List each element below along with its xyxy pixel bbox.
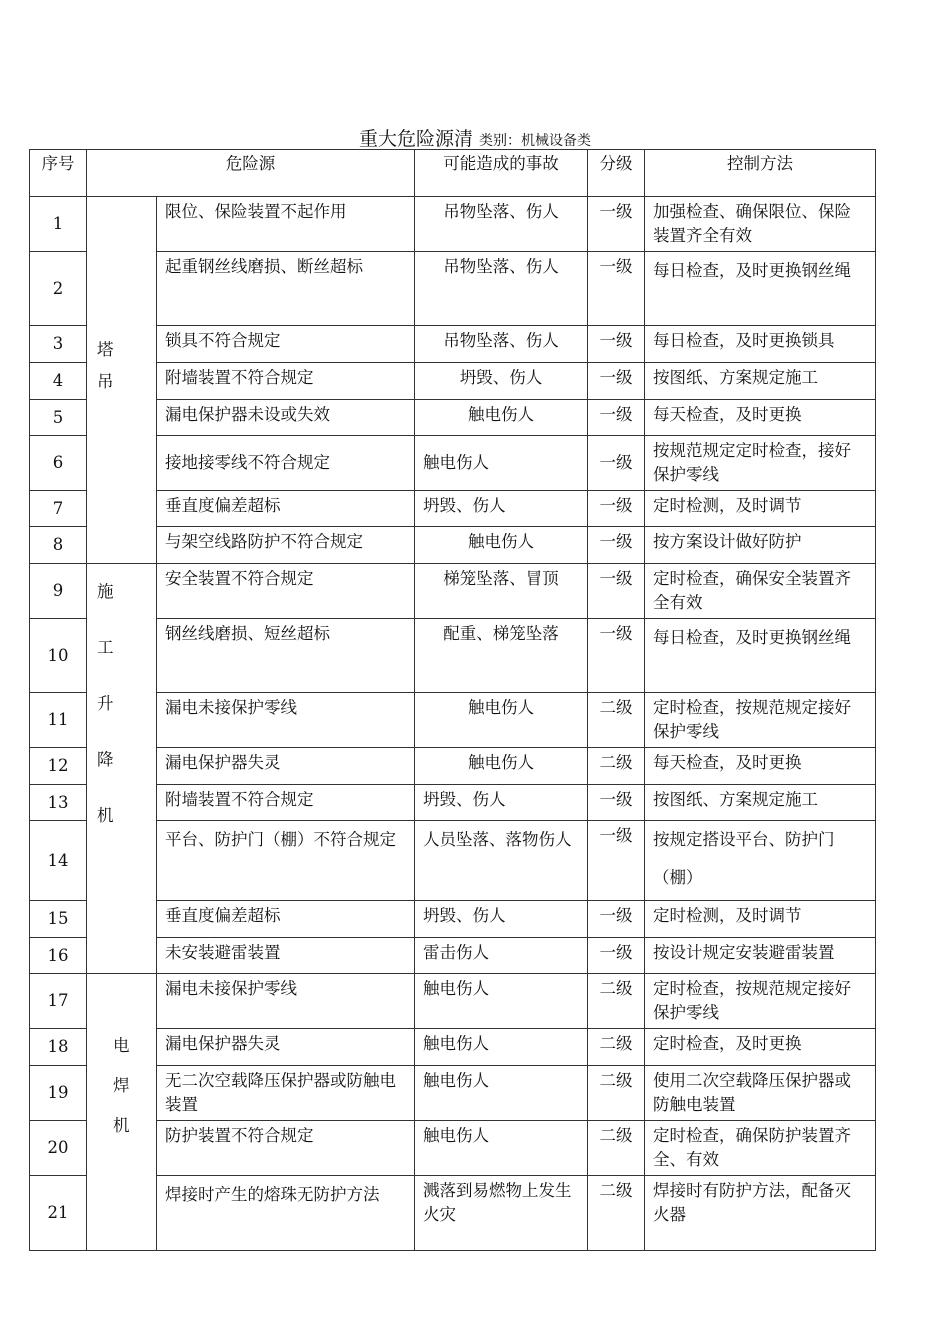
table-row xyxy=(30,1029,876,1066)
row-no: 11 xyxy=(30,693,87,748)
row-no: 2 xyxy=(30,252,87,326)
row-level: 一级 xyxy=(588,326,645,363)
row-control: 每日检查，及时更换锁具 xyxy=(645,326,876,363)
row-no: 16 xyxy=(30,938,87,974)
header-control: 控制方法 xyxy=(645,150,876,197)
row-no: 4 xyxy=(30,363,87,400)
row-level: 二级 xyxy=(588,1066,645,1121)
row-accident: 人员坠落、落物伤人 xyxy=(415,821,588,901)
row-level: 二级 xyxy=(588,1121,645,1176)
header-accident: 可能造成的事故 xyxy=(415,150,588,197)
row-no: 21 xyxy=(30,1176,87,1251)
row-control: 定时检查，及时更换 xyxy=(645,1029,876,1066)
row-hazard: 接地接零线不符合规定 xyxy=(157,436,415,491)
row-no: 15 xyxy=(30,901,87,938)
row-level: 一级 xyxy=(588,197,645,252)
group-construction-hoist xyxy=(87,564,157,974)
row-hazard: 垂直度偏差超标 xyxy=(157,901,415,938)
row-hazard: 未安装避雷装置 xyxy=(157,938,415,974)
row-control: 每日检查，及时更换钢丝绳 xyxy=(645,252,876,326)
group-char: 机 xyxy=(113,1116,130,1135)
row-level: 一级 xyxy=(588,619,645,693)
row-level: 二级 xyxy=(588,1029,645,1066)
table-row xyxy=(30,491,876,527)
table-row xyxy=(30,400,876,436)
row-level: 一级 xyxy=(588,436,645,491)
row-control: 定时检测，及时调节 xyxy=(645,901,876,938)
header-level: 分级 xyxy=(588,150,645,197)
row-level: 二级 xyxy=(588,748,645,785)
row-level: 一级 xyxy=(588,527,645,564)
row-control: 按规范规定定时检查，接好保护零线 xyxy=(645,436,876,491)
row-hazard: 钢丝线磨损、短丝超标 xyxy=(157,619,415,693)
row-hazard: 焊接时产生的熔珠无防护方法 xyxy=(157,1176,415,1251)
group-char: 电 xyxy=(113,1036,130,1055)
table-row xyxy=(30,363,876,400)
header-row xyxy=(30,150,876,197)
row-no: 17 xyxy=(30,974,87,1029)
group-char: 焊 xyxy=(113,1076,130,1095)
document-title xyxy=(0,124,950,151)
row-control: 按规定搭设平台、防护门（棚） xyxy=(645,821,876,901)
table-row xyxy=(30,564,876,619)
title-main: 重大危险源清 xyxy=(358,128,473,150)
row-accident: 坍毁、伤人 xyxy=(415,785,588,821)
row-no: 3 xyxy=(30,326,87,363)
row-no: 8 xyxy=(30,527,87,564)
row-level: 一级 xyxy=(588,363,645,400)
row-level: 一级 xyxy=(588,821,645,901)
row-accident: 溅落到易燃物上发生火灾 xyxy=(415,1176,588,1251)
table-row xyxy=(30,1176,876,1251)
table-row xyxy=(30,1066,876,1121)
row-accident: 梯笼坠落、冒顶 xyxy=(415,564,588,619)
row-control: 定时检测，及时调节 xyxy=(645,491,876,527)
row-no: 14 xyxy=(30,821,87,901)
row-accident: 雷击伤人 xyxy=(415,938,588,974)
hazard-table xyxy=(29,149,876,1251)
row-hazard: 漏电保护器失灵 xyxy=(157,748,415,785)
row-no: 5 xyxy=(30,400,87,436)
row-accident: 配重、梯笼坠落 xyxy=(415,619,588,693)
row-control: 定时检查，确保安全装置齐全有效 xyxy=(645,564,876,619)
table-row xyxy=(30,326,876,363)
table-row xyxy=(30,974,876,1029)
row-accident: 触电伤人 xyxy=(415,1121,588,1176)
row-accident: 触电伤人 xyxy=(415,400,588,436)
header-no: 序号 xyxy=(30,150,87,197)
row-control: 按图纸、方案规定施工 xyxy=(645,785,876,821)
row-no: 10 xyxy=(30,619,87,693)
row-control: 每日检查，及时更换钢丝绳 xyxy=(645,619,876,693)
table-row xyxy=(30,901,876,938)
title-category: 类别：机械设备类 xyxy=(479,133,591,149)
row-control: 加强检查、确保限位、保险装置齐全有效 xyxy=(645,197,876,252)
table-row xyxy=(30,436,876,491)
row-no: 12 xyxy=(30,748,87,785)
group-tower-crane xyxy=(87,197,157,564)
row-level: 一级 xyxy=(588,938,645,974)
row-accident: 触电伤人 xyxy=(415,436,588,491)
table-row xyxy=(30,527,876,564)
row-no: 1 xyxy=(30,197,87,252)
row-level: 一级 xyxy=(588,400,645,436)
row-accident: 触电伤人 xyxy=(415,748,588,785)
group-char: 塔 xyxy=(97,340,114,359)
row-control: 按设计规定安装避雷装置 xyxy=(645,938,876,974)
table-row xyxy=(30,197,876,252)
row-hazard: 安全装置不符合规定 xyxy=(157,564,415,619)
row-hazard: 防护装置不符合规定 xyxy=(157,1121,415,1176)
row-accident: 坍毁、伤人 xyxy=(415,363,588,400)
row-hazard: 漏电保护器未设或失效 xyxy=(157,400,415,436)
row-control: 每天检查，及时更换 xyxy=(645,748,876,785)
row-level: 一级 xyxy=(588,491,645,527)
row-accident: 触电伤人 xyxy=(415,527,588,564)
row-accident: 触电伤人 xyxy=(415,1066,588,1121)
group-char: 吊 xyxy=(97,372,114,391)
row-control: 按图纸、方案规定施工 xyxy=(645,363,876,400)
row-control: 按方案设计做好防护 xyxy=(645,527,876,564)
row-control: 定时检查，按规范规定接好保护零线 xyxy=(645,974,876,1029)
header-hazard: 危险源 xyxy=(87,150,415,197)
row-level: 一级 xyxy=(588,901,645,938)
row-no: 6 xyxy=(30,436,87,491)
group-char: 机 xyxy=(97,806,114,825)
row-hazard: 锁具不符合规定 xyxy=(157,326,415,363)
row-accident: 触电伤人 xyxy=(415,693,588,748)
table-row xyxy=(30,821,876,901)
row-level: 二级 xyxy=(588,1176,645,1251)
table-row xyxy=(30,693,876,748)
row-control: 每天检查，及时更换 xyxy=(645,400,876,436)
row-level: 二级 xyxy=(588,693,645,748)
row-accident: 坍毁、伤人 xyxy=(415,901,588,938)
row-accident: 坍毁、伤人 xyxy=(415,491,588,527)
group-char: 工 xyxy=(97,638,114,657)
table-row xyxy=(30,938,876,974)
table-row xyxy=(30,1121,876,1176)
table-row xyxy=(30,785,876,821)
row-control: 焊接时有防护方法，配备灭火器 xyxy=(645,1176,876,1251)
row-hazard: 垂直度偏差超标 xyxy=(157,491,415,527)
row-no: 9 xyxy=(30,564,87,619)
row-no: 7 xyxy=(30,491,87,527)
row-accident: 吊物坠落、伤人 xyxy=(415,252,588,326)
row-level: 二级 xyxy=(588,974,645,1029)
row-hazard: 平台、防护门（棚）不符合规定 xyxy=(157,821,415,901)
row-hazard: 附墙装置不符合规定 xyxy=(157,785,415,821)
row-level: 一级 xyxy=(588,252,645,326)
group-char: 降 xyxy=(97,750,114,769)
row-no: 19 xyxy=(30,1066,87,1121)
table-row xyxy=(30,619,876,693)
group-welding-machine xyxy=(87,974,157,1251)
row-hazard: 附墙装置不符合规定 xyxy=(157,363,415,400)
row-no: 20 xyxy=(30,1121,87,1176)
row-control: 使用二次空载降压保护器或防触电装置 xyxy=(645,1066,876,1121)
group-char: 升 xyxy=(97,694,114,713)
row-accident: 吊物坠落、伤人 xyxy=(415,326,588,363)
row-accident: 触电伤人 xyxy=(415,1029,588,1066)
group-char: 施 xyxy=(97,582,114,601)
row-hazard: 漏电保护器失灵 xyxy=(157,1029,415,1066)
row-hazard: 漏电未接保护零线 xyxy=(157,974,415,1029)
row-no: 18 xyxy=(30,1029,87,1066)
row-hazard: 与架空线路防护不符合规定 xyxy=(157,527,415,564)
table-row xyxy=(30,748,876,785)
row-hazard: 漏电未接保护零线 xyxy=(157,693,415,748)
table-row xyxy=(30,252,876,326)
row-hazard: 起重钢丝线磨损、断丝超标 xyxy=(157,252,415,326)
row-hazard: 无二次空载降压保护器或防触电装置 xyxy=(157,1066,415,1121)
row-no: 13 xyxy=(30,785,87,821)
row-control: 定时检查，确保防护装置齐全、有效 xyxy=(645,1121,876,1176)
row-level: 一级 xyxy=(588,564,645,619)
row-accident: 触电伤人 xyxy=(415,974,588,1029)
row-hazard: 限位、保险装置不起作用 xyxy=(157,197,415,252)
row-level: 一级 xyxy=(588,785,645,821)
row-accident: 吊物坠落、伤人 xyxy=(415,197,588,252)
row-control: 定时检查，按规范规定接好保护零线 xyxy=(645,693,876,748)
